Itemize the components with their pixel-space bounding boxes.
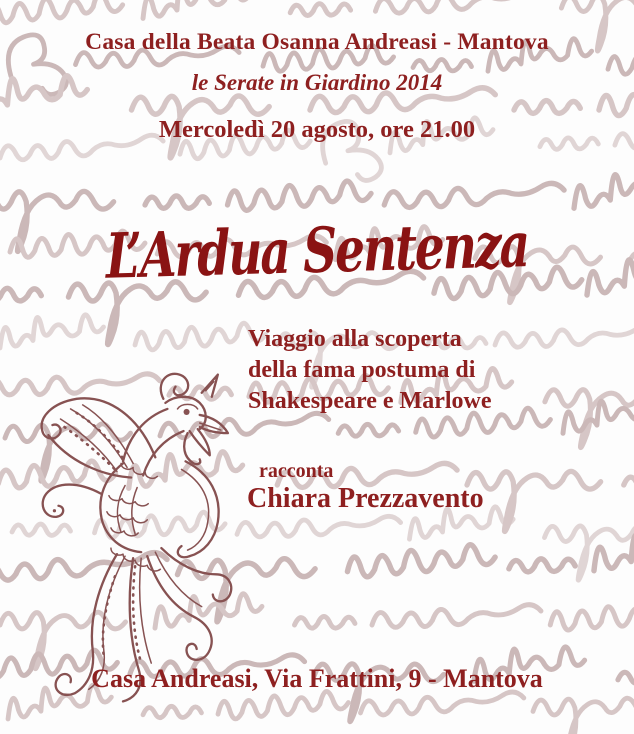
event-title: L’Ardua Sentenza xyxy=(105,209,529,294)
series-title: le Serate in Giardino 2014 xyxy=(191,70,443,95)
phoenix-engraving-illustration xyxy=(4,364,236,708)
footer-address: Casa Andreasi, Via Frattini, 9 - Mantova xyxy=(91,664,543,693)
event-datetime: Mercoledì 20 agosto, ore 21.00 xyxy=(158,116,476,143)
event-description xyxy=(248,324,492,417)
narrator-label: racconta xyxy=(259,460,334,482)
narrator-name: Chiara Prezzavento xyxy=(247,483,484,514)
description-line: Shakespeare e Marlowe xyxy=(248,388,492,414)
description-line: Viaggio alla scoperta xyxy=(248,326,462,352)
venue-header: Casa della Beata Osanna Andreasi - Mantova xyxy=(85,29,549,55)
description-line: della fama postuma di xyxy=(248,357,476,383)
